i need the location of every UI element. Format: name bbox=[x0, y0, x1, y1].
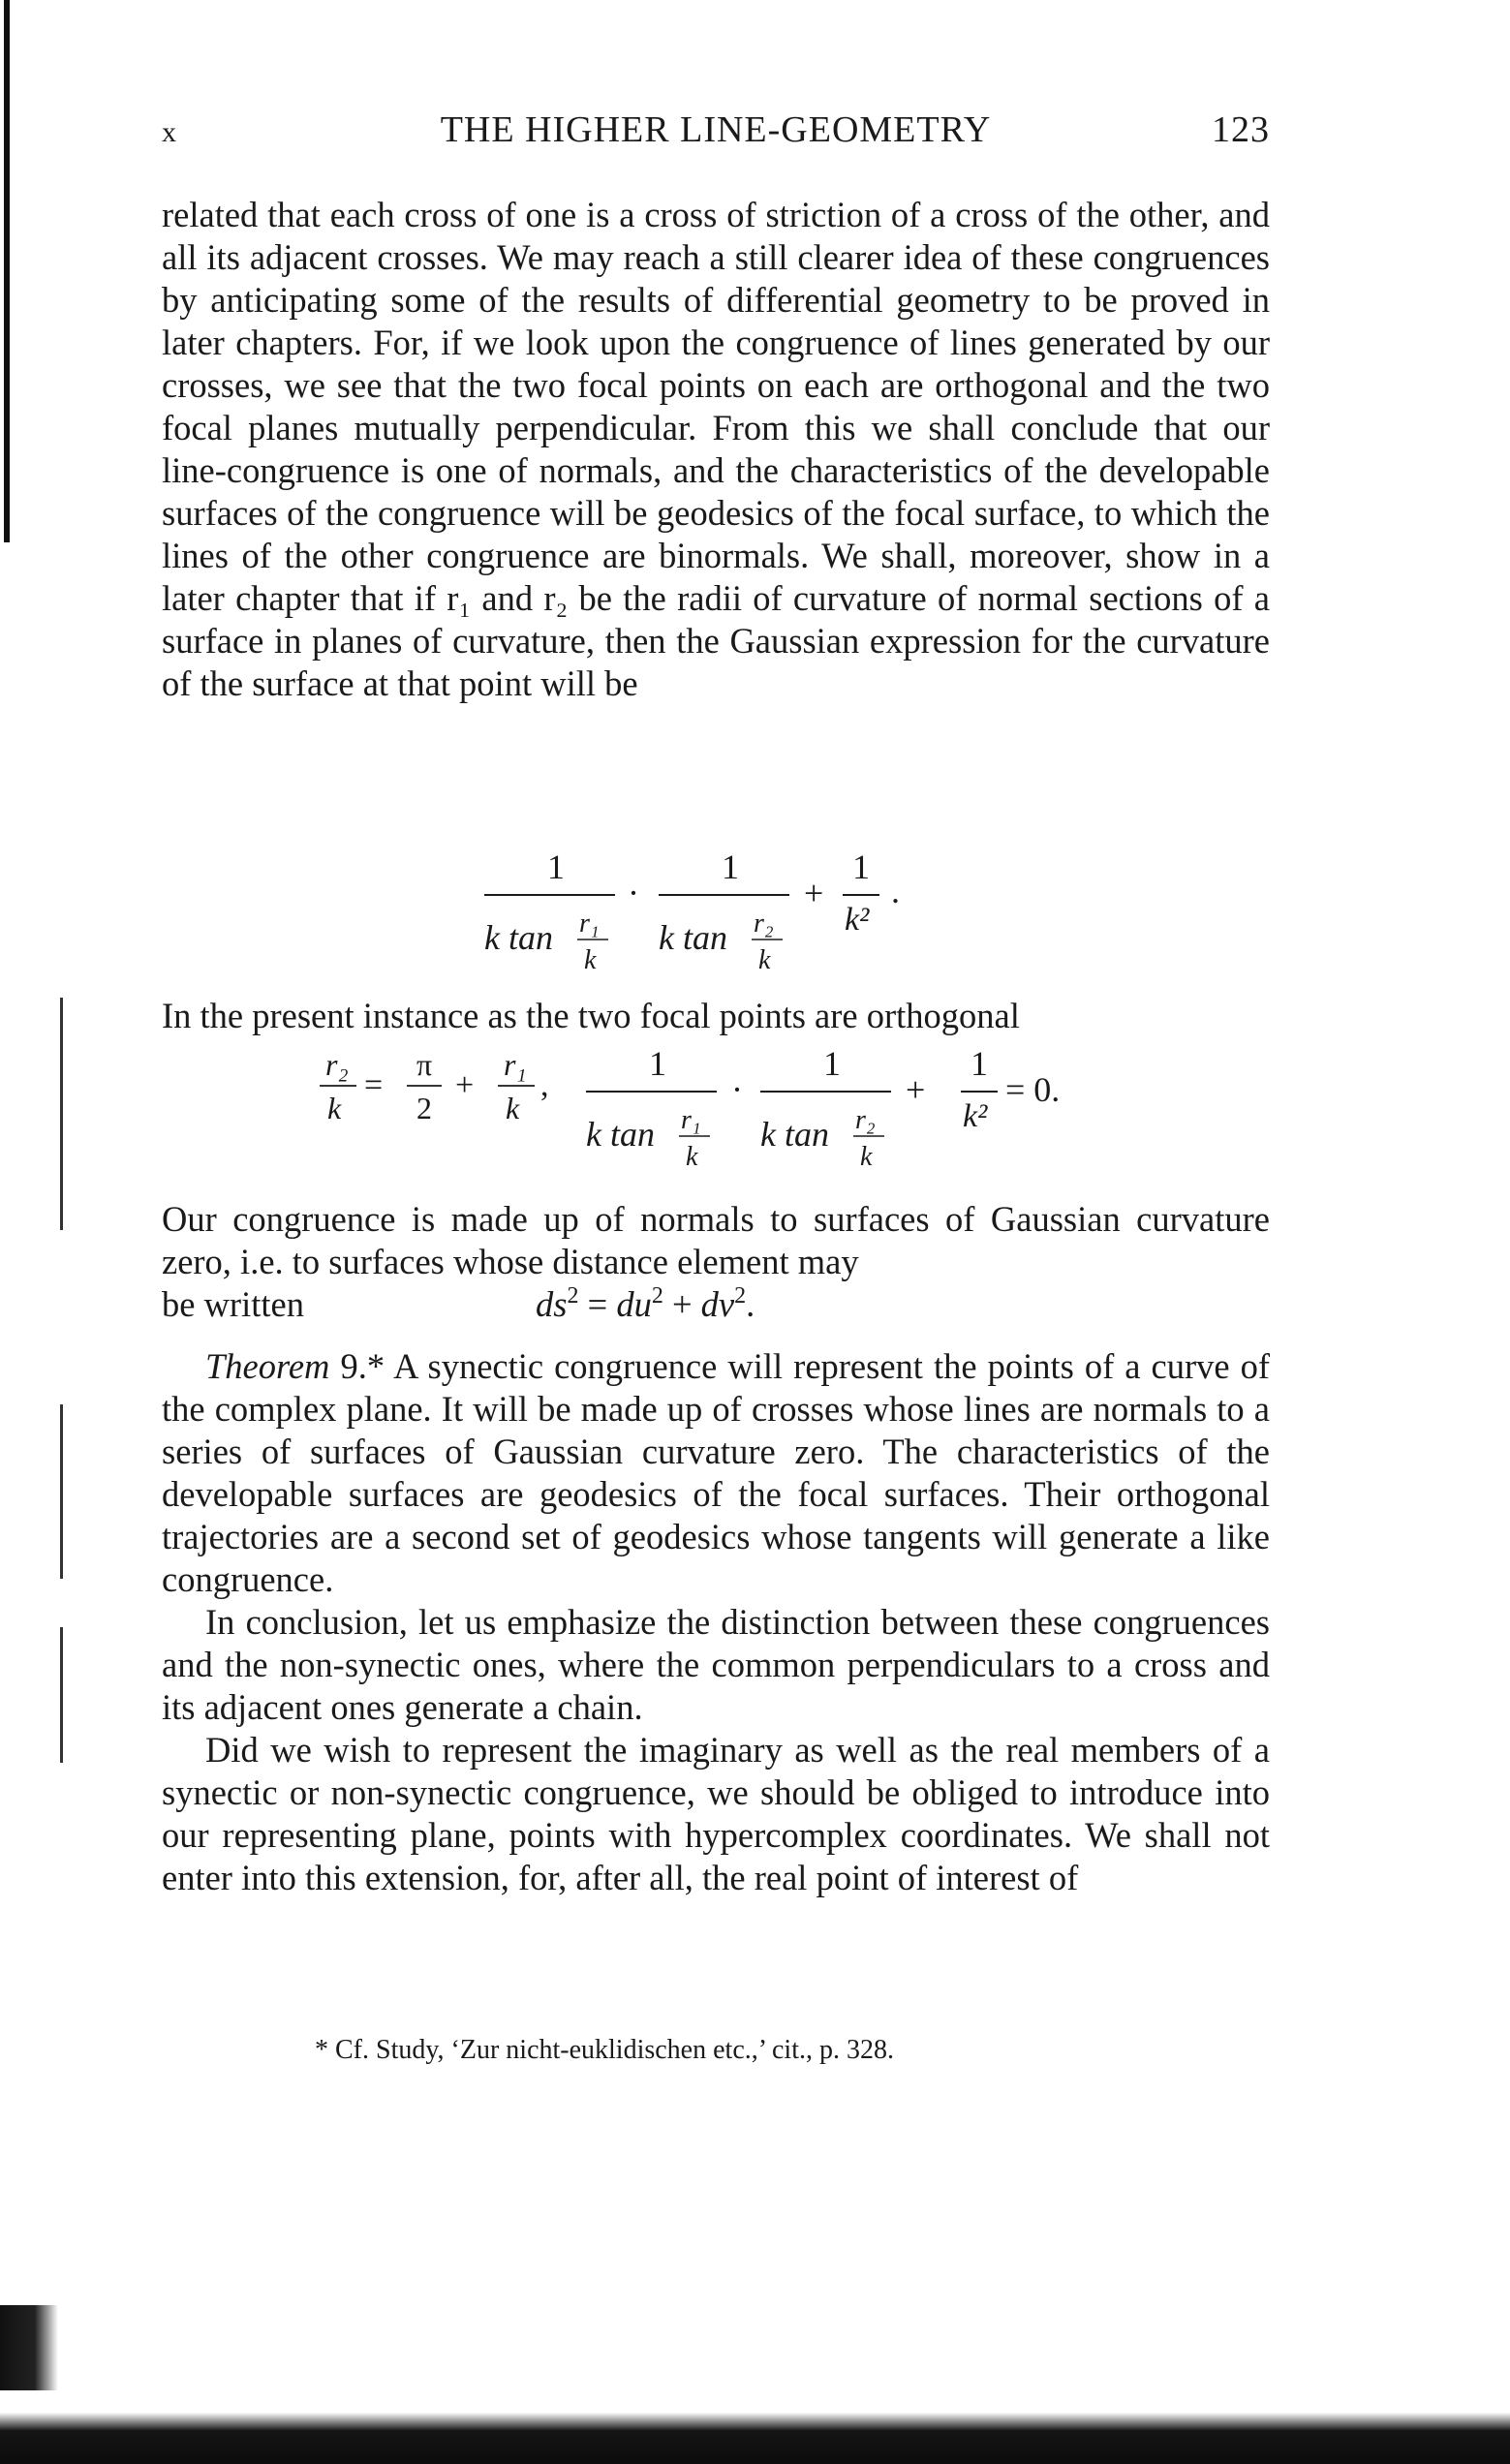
page-number: 123 bbox=[1212, 109, 1270, 150]
frac-denominator: k bbox=[327, 1091, 342, 1125]
ktan-denominator: k tan bbox=[586, 1115, 655, 1154]
fraction-numerator: 1 bbox=[722, 847, 739, 886]
paragraph: related that each cross of one is a cross of striction of a cross of the other, and all its adjacent crosses. We may reach a still clearer idea of these congruences by anticipating some of the results of differential geometry to be proved in later chapters. For, if we look upon the congruence of lines generated by our crosses, we see that the two focal points on each are orthogonal and the two focal planes mutually perpendicular. From this we shall conclude that our line-congruence is one of normals, and the characteristics of the developable surfaces of the congruence will be geodesics of the focal surface, to which the lines of the other congruence are binormals. We shall, moreover, show in a later chapter that if r₁ and r₂ be the radii of curvature of normal sections of a surface in planes of curvature, then the Gaussian expression for the curvature of the surface at that point will be bbox=[162, 195, 1270, 703]
body-text-block-2 bbox=[162, 995, 1270, 1037]
plus: + bbox=[663, 1284, 701, 1324]
exponent: 2 bbox=[567, 1283, 579, 1309]
exponent: 2 bbox=[651, 1283, 663, 1309]
fraction-numerator: 1 bbox=[649, 1051, 666, 1083]
multiply-dot: · bbox=[731, 1070, 743, 1109]
period: . bbox=[891, 872, 900, 910]
fraction-numerator: 1 bbox=[852, 847, 870, 886]
k-squared: k² bbox=[845, 902, 870, 938]
frac-numerator: r₂ bbox=[325, 1051, 349, 1082]
ktan-denominator: k tan bbox=[760, 1115, 829, 1154]
frac-denominator: k bbox=[506, 1091, 520, 1125]
ktan-denominator: k tan bbox=[659, 918, 727, 957]
fraction-numerator: 1 bbox=[823, 1051, 841, 1083]
orthogonal-focal-points-formula bbox=[310, 1051, 1162, 1196]
ds: ds bbox=[536, 1284, 568, 1324]
fraction-numerator: 1 bbox=[971, 1051, 988, 1083]
gaussian-curvature-formula bbox=[484, 835, 1027, 980]
running-head bbox=[162, 108, 1270, 167]
equals-zero: = 0. bbox=[1005, 1070, 1061, 1109]
dv: dv bbox=[700, 1284, 735, 1324]
multiply-dot: · bbox=[628, 874, 639, 912]
inner-denominator: k bbox=[584, 945, 597, 975]
exponent: 2 bbox=[734, 1283, 747, 1309]
theorem-body: A synectic congruence will represent the points of a curve of the complex plane. It will be made up of crosses whose lines are normals to a series of surfaces of Gaussian curvature zero. The characteristics of the developable surfaces are geodesics of the focal surfaces. Their orthogonal trajectories are a second set of geodesics whose tangents will generate a like congruence. bbox=[162, 1346, 1271, 1599]
footnote: * Cf. Study, ‘Zur nicht-euklidischen etc.,’ cit., p. 328. bbox=[315, 2035, 894, 2065]
k-squared: k² bbox=[963, 1098, 988, 1134]
body-text-block-4 bbox=[162, 1345, 1270, 1899]
written-label: be written bbox=[162, 1284, 304, 1324]
inner-denominator: k bbox=[686, 1142, 698, 1172]
two: 2 bbox=[416, 1091, 432, 1125]
theorem-number: 9.* bbox=[329, 1346, 385, 1386]
frac-numerator: r₁ bbox=[504, 1051, 527, 1082]
fraction-numerator: 1 bbox=[547, 847, 565, 886]
body-text-block-3 bbox=[162, 1198, 1270, 1283]
pi-symbol: π bbox=[416, 1051, 433, 1082]
chapter-number: x bbox=[162, 116, 177, 148]
equals: = bbox=[578, 1284, 617, 1324]
theorem-label: Theorem bbox=[205, 1346, 330, 1386]
plus-sign: + bbox=[906, 1070, 926, 1109]
paragraph: Our congruence is made up of normals to surfaces of Gaussian curvature zero, i.e. to surfaces whose distance element may bbox=[162, 1199, 1270, 1281]
inner-numerator: r₂ bbox=[855, 1105, 876, 1135]
scan-edge-bottom bbox=[0, 2390, 1510, 2464]
inner-numerator: r₂ bbox=[754, 909, 774, 939]
plus-sign: + bbox=[804, 874, 824, 912]
inner-denominator: k bbox=[860, 1142, 873, 1172]
scan-edge-mark bbox=[60, 1404, 63, 1579]
inner-numerator: r₁ bbox=[579, 909, 600, 939]
distance-element-line bbox=[162, 1283, 1270, 1330]
period: . bbox=[746, 1284, 755, 1324]
running-title: THE HIGHER LINE-GEOMETRY bbox=[440, 109, 992, 150]
scan-edge-mark bbox=[60, 1627, 63, 1763]
body-text-block-1 bbox=[162, 194, 1270, 705]
plus-sign: + bbox=[455, 1067, 475, 1103]
paragraph: Did we wish to represent the imaginary as well as the real members of a synectic or non-synectic congruence, we should be obliged to introduce into our representing plane, points with hypercomplex coordinates. We shall not enter into this extension, for, after all, the real point of interest of bbox=[162, 1730, 1270, 1897]
theorem-paragraph bbox=[162, 1345, 1270, 1601]
scan-edge-mark bbox=[60, 998, 63, 1230]
ktan-denominator: k tan bbox=[484, 918, 553, 957]
equals-sign: = bbox=[364, 1067, 384, 1103]
distance-element-formula bbox=[536, 1283, 755, 1331]
scan-edge-left bbox=[4, 0, 10, 542]
du: du bbox=[616, 1284, 652, 1324]
paragraph: In the present instance as the two focal points are orthogonal bbox=[162, 996, 1020, 1035]
paragraph: In conclusion, let us emphasize the distinction between these congruences and the non-synectic ones, where the common perpendiculars to a cross and its adjacent ones generate a chain. bbox=[162, 1602, 1270, 1727]
inner-denominator: k bbox=[758, 945, 771, 975]
inner-numerator: r₁ bbox=[681, 1105, 701, 1135]
comma: , bbox=[540, 1067, 549, 1103]
